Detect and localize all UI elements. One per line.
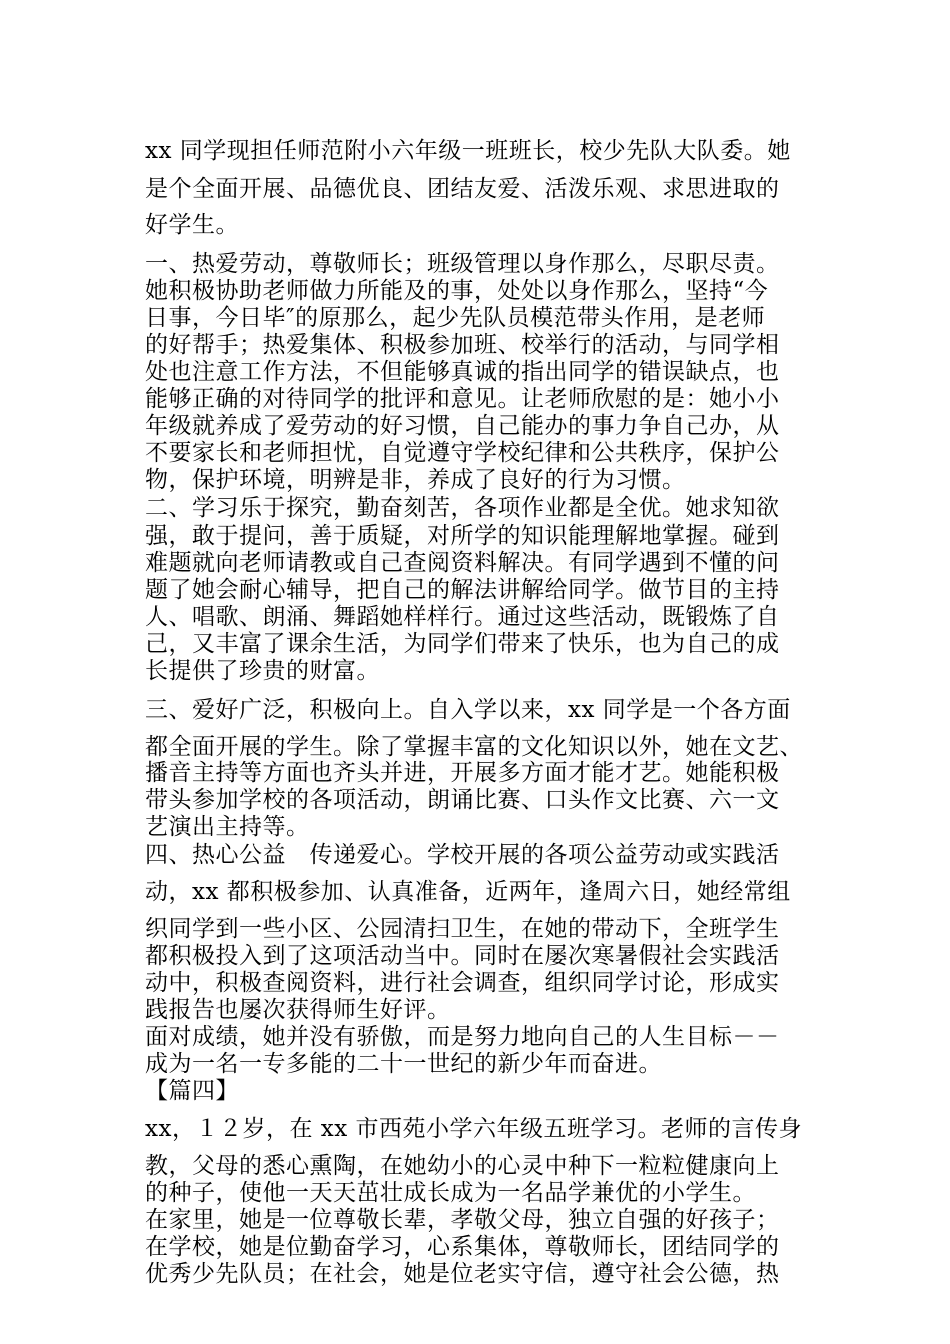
text-line: xx 同学现担任师范附小六年级一班班长，校少先队大队委。她: [145, 138, 791, 164]
text-line: 处也注意工作方法，不但能够真诚的指出同学的错误缺点，也: [145, 359, 780, 385]
text-line: 日事，今日毕″的原那么，起少先队员模范带头作用，是老师: [145, 305, 766, 331]
text-line: xx，１２岁，在 xx 市西苑小学六年级五班学习。老师的言传身: [145, 1116, 803, 1142]
text-line: 能够正确的对待同学的批评和意见。让老师欣慰的是：她小小: [145, 386, 780, 412]
text-line: 好学生。: [145, 212, 239, 238]
text-line: 二、学习乐于探究，勤奋刻苦，各项作业都是全优。她求知欲: [145, 495, 780, 521]
text-line: 她积极协助老师做力所能及的事，处处以身作那么，坚持“今: [145, 278, 769, 304]
text-line: 题了她会耐心辅导，把自己的解法讲解给同学。做节目的主持: [145, 577, 780, 603]
text-line: 教，父母的悉心熏陶，在她幼小的心灵中种下一粒粒健康向上: [145, 1153, 780, 1179]
text-line: 长提供了珍贵的财富。: [145, 658, 380, 684]
text-line: 是个全面开展、品德优良、团结友爱、活泼乐观、求思进取的: [145, 176, 780, 202]
text-line: 践报告也屡次获得师生好评。: [145, 997, 451, 1023]
text-line: 三、爱好广泛，积极向上。自入学以来，xx 同学是一个各方面: [145, 697, 791, 723]
text-line: 动，xx 都积极参加、认真准备，近两年，逢周六日，她经常组: [145, 879, 791, 905]
text-line: 播音主持等方面也齐头并进，开展多方面才能才艺。她能积极: [145, 760, 780, 786]
text-line: 年级就养成了爱劳动的好习惯，自己能办的事力争自己办，从: [145, 413, 780, 439]
text-line: 物，保护环境，明辨是非，养成了良好的行为习惯。: [145, 467, 686, 493]
text-line: 强，敢于提问，善于质疑，对所学的知识能理解地掌握。碰到: [145, 523, 780, 549]
text-line: 都积极投入到了这项活动当中。同时在屡次寒暑假社会实践活: [145, 943, 780, 969]
text-line: 一、热爱劳动，尊敬师长；班级管理以身作那么，尽职尽责。: [145, 251, 780, 277]
text-line: 的种子，使他一天天茁壮成长成为一名品学兼优的小学生。: [145, 1180, 756, 1206]
text-line: 织同学到一些小区、公园清扫卫生，在她的带动下，全班学生: [145, 916, 780, 942]
text-line: 优秀少先队员；在社会，她是位老实守信，遵守社会公德，热: [145, 1261, 780, 1287]
text-line: 的好帮手；热爱集体、积极参加班、校举行的活动，与同学相: [145, 332, 780, 358]
text-line: 己，又丰富了课余生活，为同学们带来了快乐，也为自己的成: [145, 631, 780, 657]
text-line: 难题就向老师请教或自己查阅资料解决。有同学遇到不懂的问: [145, 550, 780, 576]
text-line: 带头参加学校的各项活动，朗诵比赛、口头作文比赛、六一文: [145, 787, 780, 813]
text-line: 不要家长和老师担忧，自觉遵守学校纪律和公共秩序，保护公: [145, 440, 780, 466]
text-line: 艺演出主持等。: [145, 814, 310, 840]
text-line: 动中，积极查阅资料，进行社会调查，组织同学讨论，形成实: [145, 970, 780, 996]
text-line: 四、热心公益 传递爱心。学校开展的各项公益劳动或实践活: [145, 842, 780, 868]
text-line: 在家里，她是一位尊敬长辈，孝敬父母，独立自强的好孩子；: [145, 1207, 780, 1233]
section-heading: 【篇四】: [145, 1078, 239, 1104]
text-line: 人、唱歌、朗涌、舞蹈她样样行。通过这些活动，既锻炼了自: [145, 604, 780, 630]
text-line: 在学校，她是位勤奋学习，心系集体，尊敬师长，团结同学的: [145, 1234, 780, 1260]
text-line: 都全面开展的学生。除了掌握丰富的文化知识以外，她在文艺、: [145, 734, 803, 760]
text-line: 面对成绩，她并没有骄傲，而是努力地向自己的人生目标－－: [145, 1024, 780, 1050]
text-line: 成为一名一专多能的二十一世纪的新少年而奋进。: [145, 1051, 662, 1077]
